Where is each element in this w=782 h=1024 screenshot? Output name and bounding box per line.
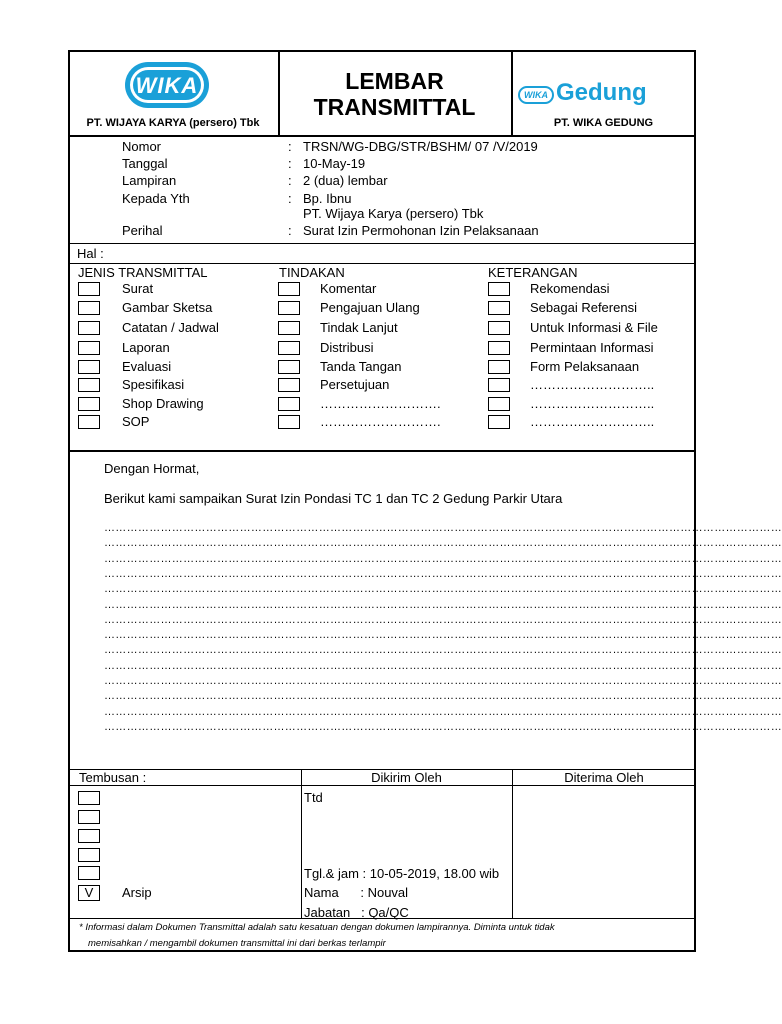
tgl-jam: Tgl.& jam : 10-05-2019, 18.00 wib <box>304 866 500 881</box>
checklist-label: Surat <box>122 281 154 296</box>
info-label-perihal: Perihal <box>122 223 163 238</box>
tembusan-checkbox[interactable] <box>78 848 100 862</box>
jabatan: Jabatan : Qa/QC <box>304 905 409 920</box>
checkbox[interactable] <box>488 321 510 335</box>
info-value-kepada-company: PT. Wijaya Karya (persero) Tbk <box>303 206 484 221</box>
checklist-label: Permintaan Informasi <box>530 340 654 355</box>
note-line1: * Informasi dalam Dokumen Transmittal adalah satu kesatuan dengan dokumen lampirannya. Diminta untuk tidak <box>79 922 555 933</box>
dotted-line: ……………………………………………………………………………………………………………………………………………………………… <box>104 613 782 626</box>
checkbox[interactable] <box>278 301 300 315</box>
gedung-logo-text: Gedung <box>556 79 647 106</box>
checklist-label: ………………………. <box>320 396 441 411</box>
checklist-label: Tanda Tangan <box>320 359 402 374</box>
wika-logo <box>123 60 211 110</box>
checkbox[interactable] <box>488 415 510 429</box>
info-bottom-line <box>68 243 696 244</box>
checklist-label: Evaluasi <box>122 359 172 374</box>
checkbox[interactable] <box>78 360 100 374</box>
checkbox[interactable] <box>278 282 300 296</box>
checkbox[interactable] <box>78 415 100 429</box>
checklist-label: Shop Drawing <box>122 396 204 411</box>
hal-label: Hal : <box>77 246 104 261</box>
tembusan-label: Tembusan : <box>79 770 147 785</box>
tembusan-checkbox[interactable] <box>78 810 100 824</box>
footer-divider-1 <box>301 769 302 918</box>
nama: Nama : Nouval <box>304 885 409 900</box>
checklist-label: Catatan / Jadwal <box>122 320 219 335</box>
dikirim-label: Dikirim Oleh <box>371 770 442 785</box>
header-jenis-transmittal: JENIS TRANSMITTAL <box>78 265 208 280</box>
info-value-nomor: TRSN/WG-DBG/STR/BSHM/ 07 /V/2019 <box>303 139 538 154</box>
info-colon: : <box>288 191 292 206</box>
right-company-name: PT. WIKA GEDUNG <box>553 117 654 129</box>
dotted-line: ……………………………………………………………………………………………………………………………………………………………… <box>104 583 782 596</box>
checkbox[interactable] <box>488 360 510 374</box>
info-value-perihal: Surat Izin Permohonan Izin Pelaksanaan <box>303 223 539 238</box>
checklist-label: Komentar <box>320 281 377 296</box>
header-bottom-line <box>68 135 696 137</box>
checklist-label: Sebagai Referensi <box>530 300 637 315</box>
checkbox[interactable] <box>78 378 100 392</box>
header-tindakan: TINDAKAN <box>279 265 345 280</box>
header-keterangan: KETERANGAN <box>488 265 578 280</box>
info-colon: : <box>288 156 292 171</box>
info-label-kepada: Kepada Yth <box>122 191 190 206</box>
checkbox[interactable] <box>78 397 100 411</box>
dotted-line: ……………………………………………………………………………………………………………………………………………………………… <box>104 629 782 642</box>
tembusan-checkbox[interactable] <box>78 866 100 880</box>
wika-small-logo-text: WIKA <box>524 90 548 100</box>
footer-header-line <box>68 785 696 786</box>
footer-divider-2 <box>512 769 513 918</box>
checkbox[interactable] <box>278 341 300 355</box>
checkbox[interactable] <box>488 397 510 411</box>
wika-small-logo <box>518 86 554 104</box>
checkbox[interactable] <box>278 360 300 374</box>
info-colon: : <box>288 223 292 238</box>
info-label-nomor: Nomor <box>122 139 162 154</box>
checklist-label: Rekomendasi <box>530 281 610 296</box>
info-label-lampiran: Lampiran <box>122 173 177 188</box>
dotted-line: ……………………………………………………………………………………………………………………………………………………………… <box>104 537 782 550</box>
checklist-label: Distribusi <box>320 340 374 355</box>
info-colon: : <box>288 139 292 154</box>
arsip-checkbox[interactable]: V <box>78 885 100 901</box>
dotted-line: ……………………………………………………………………………………………………………………………………………………………… <box>104 598 782 611</box>
checklist-label: Form Pelaksanaan <box>530 359 640 374</box>
checklist-label: Pengajuan Ulang <box>320 300 420 315</box>
checklist-label: Untuk Informasi & File <box>530 320 658 335</box>
note-line2: memisahkan / mengambil dokumen transmittal ini dari berkas terlampir <box>88 938 386 949</box>
checklist-label: Spesifikasi <box>122 377 185 392</box>
checklist-label: Tindak Lanjut <box>320 320 398 335</box>
info-value-lampiran: 2 (dua) lembar <box>303 173 388 188</box>
checkbox[interactable] <box>488 378 510 392</box>
checkbox[interactable] <box>78 282 100 296</box>
checkbox[interactable] <box>78 301 100 315</box>
checkbox[interactable] <box>278 378 300 392</box>
tembusan-checkbox[interactable] <box>78 791 100 805</box>
ttd-label: Ttd <box>304 790 323 805</box>
arsip-label: Arsip <box>122 885 152 900</box>
checkbox[interactable] <box>488 341 510 355</box>
checklist-label: ………………………. <box>320 414 441 429</box>
diterima-label: Diterima Oleh <box>564 770 644 785</box>
checklist-label: SOP <box>122 414 150 429</box>
checkbox[interactable] <box>488 301 510 315</box>
checklist-bottom-line <box>68 450 696 452</box>
left-company-name: PT. WIJAYA KARYA (persero) Tbk <box>86 117 260 129</box>
dotted-line: ……………………………………………………………………………………………………………………………………………………………… <box>104 522 782 534</box>
info-colon: : <box>288 173 292 188</box>
dotted-line: ……………………………………………………………………………………………………………………………………………………………… <box>104 675 782 687</box>
title-line2: TRANSMITTAL <box>313 94 476 120</box>
greeting: Dengan Hormat, <box>104 461 200 476</box>
info-label-tanggal: Tanggal <box>122 156 168 171</box>
wika-gedung-logo <box>518 79 688 108</box>
checkbox[interactable] <box>78 341 100 355</box>
dotted-line: ……………………………………………………………………………………………………………………………………………………………… <box>104 705 782 718</box>
checklist-label: ……………………….. <box>530 396 655 411</box>
wika-logo-text: WIKA <box>135 73 199 98</box>
info-value-tanggal: 10-May-19 <box>303 156 366 171</box>
checklist-label: Gambar Sketsa <box>122 300 213 315</box>
checklist-label: Laporan <box>122 340 170 355</box>
note-top-line <box>68 918 696 919</box>
checkbox[interactable] <box>278 415 300 429</box>
hal-bottom-line <box>68 263 696 264</box>
checklist-label: Persetujuan <box>320 377 390 392</box>
tembusan-checkbox[interactable] <box>78 829 100 843</box>
checkbox[interactable] <box>278 397 300 411</box>
dotted-line: ……………………………………………………………………………………………………………………………………………………………… <box>104 659 782 672</box>
dotted-line: ……………………………………………………………………………………………………………………………………………………………… <box>104 567 782 580</box>
dotted-line: ……………………………………………………………………………………………………………………………………………………………… <box>104 690 782 703</box>
title-line1: LEMBAR <box>345 68 444 94</box>
checkbox[interactable] <box>278 321 300 335</box>
checklist-label: ……………………….. <box>530 377 655 392</box>
message: Berikut kami sampaikan Surat Izin Pondasi TC 1 dan TC 2 Gedung Parkir Utara <box>104 491 563 506</box>
info-value-kepada: Bp. Ibnu <box>303 191 352 206</box>
dotted-line: ……………………………………………………………………………………………………………………………………………………………… <box>104 552 782 565</box>
checkbox[interactable] <box>488 282 510 296</box>
checklist-label: ……………………….. <box>530 414 655 429</box>
dotted-line: ……………………………………………………………………………………………………………………………………………………………… <box>104 644 782 657</box>
dotted-line: ……………………………………………………………………………………………………………………………………………………………… <box>104 720 782 733</box>
checkbox[interactable] <box>78 321 100 335</box>
